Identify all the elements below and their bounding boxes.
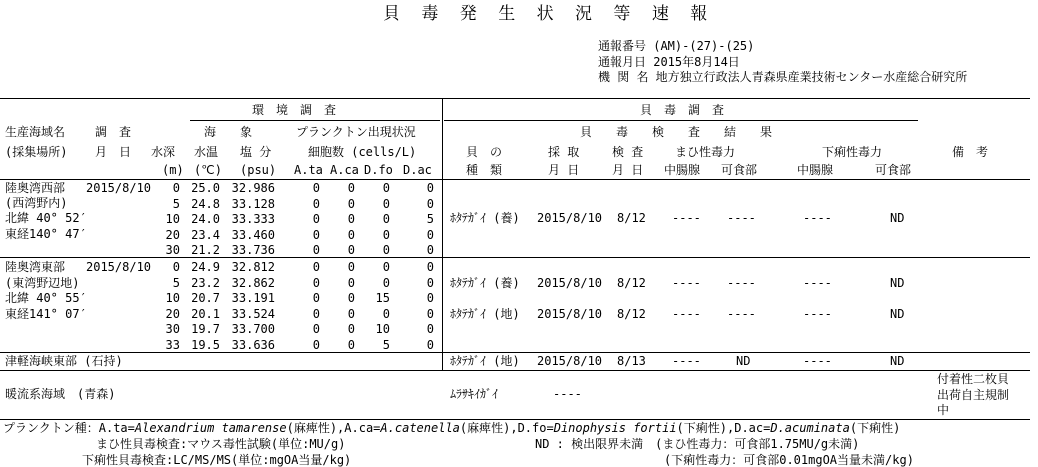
col-sampling-date: 月 日 bbox=[548, 163, 580, 177]
station1-salinity-cell: 33.460 bbox=[231, 227, 275, 242]
station2-dac-cell: 0 bbox=[426, 260, 434, 274]
station2-shell-b: ﾎﾀﾃｶﾞｲ (地) bbox=[450, 307, 520, 321]
agency-name: 機 関 名 地方独立行政法人青森県産業技術センター水産総合研究所 bbox=[598, 70, 968, 84]
rule-shell bbox=[444, 120, 918, 121]
station2-aca-cell: 0 bbox=[347, 291, 355, 306]
station1-lat: 北緯 40° 52′ bbox=[5, 211, 87, 225]
station1-dac-cell: 0 bbox=[426, 181, 434, 195]
page-title: 貝 毒 発 生 状 況 等 速 報 bbox=[383, 4, 716, 24]
station1-temp-cell: 23.4 bbox=[191, 227, 220, 242]
station3-test-date: 8/13 bbox=[617, 354, 646, 368]
station1-name-sub: (西湾野内) bbox=[5, 196, 68, 210]
station1-depth-cell: 20 bbox=[165, 227, 180, 242]
station1-dfo-cell: 0 bbox=[382, 181, 390, 195]
col-sp-dfo: D.fo bbox=[364, 163, 393, 177]
station2-ata-cell: 0 bbox=[312, 306, 320, 321]
col-depth: 水深 bbox=[151, 145, 176, 159]
station2-dfo-cell: 0 bbox=[382, 306, 390, 321]
station2-name-sub: (東湾野辺地) bbox=[5, 276, 80, 290]
station2-aca-cell: 0 bbox=[347, 338, 355, 352]
station3-name: 津軽海峡東部 (石持) bbox=[5, 354, 123, 368]
station2-temp-cell: 19.5 bbox=[191, 338, 220, 352]
station2-dfo-cell: 10 bbox=[375, 322, 390, 337]
station1-dsp-edible: ND bbox=[890, 211, 905, 225]
station2-salinity-cell: 33.636 bbox=[231, 338, 275, 352]
station1-salinity-cell: 32.986 bbox=[231, 181, 275, 195]
col-sp-ata: A.ta bbox=[294, 163, 323, 177]
station2-dsp-midgut-b: ---- bbox=[803, 307, 832, 321]
station4-remark-2: 出荷自主規制 bbox=[937, 388, 1010, 402]
col-water-temp: 水温 bbox=[194, 145, 219, 159]
station2-dac-cell: 0 bbox=[426, 275, 434, 290]
station1-test-date: 8/12 bbox=[617, 211, 646, 225]
footer-psp-method: まひ性貝毒検査:マウス毒性試験(単位:MU/g) bbox=[96, 437, 346, 451]
col-dsp: 下痢性毒力 bbox=[822, 145, 883, 159]
station2-shell-a: ﾎﾀﾃｶﾞｲ (養) bbox=[450, 276, 520, 290]
station1-dac-cell: 0 bbox=[426, 243, 434, 258]
col-phenomena: 海 象 bbox=[204, 125, 253, 139]
station1-temp-cell: 21.2 bbox=[191, 243, 220, 258]
station2-dsp-midgut-a: ---- bbox=[803, 276, 832, 290]
env-survey-header: 環 境 調 査 bbox=[252, 103, 337, 117]
station2-lat: 北緯 40° 55′ bbox=[5, 291, 87, 305]
col-sal-unit: (psu) bbox=[240, 163, 277, 177]
station3-dsp-edible: ND bbox=[890, 354, 905, 368]
col-shell-type: 種 類 bbox=[466, 163, 503, 177]
station1-ata-cell: 0 bbox=[312, 243, 320, 258]
station2-depth-cell: 30 bbox=[165, 322, 180, 337]
station2-ata-cell: 0 bbox=[312, 338, 320, 352]
station2-lon: 東経141° 07′ bbox=[5, 307, 87, 321]
station2-psp-midgut-b: ---- bbox=[672, 307, 701, 321]
station2-ata-cell: 0 bbox=[312, 291, 320, 306]
station1-ata-cell: 0 bbox=[312, 196, 320, 211]
footer-nd-note: ND : 検出限界未満 (まひ性毒力：可食部1.75MU/g未満) bbox=[535, 437, 860, 451]
station1-aca-cell: 0 bbox=[347, 196, 355, 211]
station1-psp-midgut: ---- bbox=[672, 211, 701, 225]
col-dsp-edible: 可食部 bbox=[875, 163, 912, 177]
station1-temp-cell: 25.0 bbox=[191, 181, 220, 195]
station2-dfo-cell: 15 bbox=[375, 291, 390, 306]
station2-name: 陸奥湾東部 bbox=[5, 260, 66, 274]
station1-dac-cell: 5 bbox=[426, 212, 434, 227]
col-survey-date: 月 日 bbox=[95, 145, 132, 159]
station2-aca-cell: 0 bbox=[347, 322, 355, 337]
footer-dsp-method: 下痢性貝毒検査:LC/MS/MS(単位:mgOA当量/kg) bbox=[82, 453, 352, 467]
station2-depth-cell: 33 bbox=[165, 338, 180, 352]
station2-temp-cell: 23.2 bbox=[191, 275, 220, 290]
col-remarks: 備 考 bbox=[952, 145, 989, 159]
station1-depth-cell: 5 bbox=[172, 196, 180, 211]
col-cells: 細胞数 (cells/L) bbox=[308, 145, 417, 159]
station2-psp-edible-a: ---- bbox=[727, 276, 756, 290]
rule-env bbox=[190, 120, 440, 121]
col-dsp-midgut: 中腸腺 bbox=[797, 163, 834, 177]
col-temp-unit: (℃) bbox=[194, 163, 222, 177]
shellfish-survey-header: 貝 毒 調 査 bbox=[640, 103, 725, 117]
station2-dac-cell: 0 bbox=[426, 291, 434, 306]
station1-salinity-cell: 33.128 bbox=[231, 196, 275, 211]
station1-dfo-cell: 0 bbox=[382, 243, 390, 258]
station1-dfo-cell: 0 bbox=[382, 227, 390, 242]
station2-date: 2015/8/10 bbox=[86, 260, 152, 274]
station2-temp-cell: 24.9 bbox=[191, 260, 220, 274]
station4-sample-date: ---- bbox=[553, 387, 582, 401]
station2-depth-cell: 0 bbox=[172, 260, 180, 274]
station3-sample-date: 2015/8/10 bbox=[537, 354, 603, 368]
station2-aca-cell: 0 bbox=[347, 306, 355, 321]
station4-name: 暖流系海域 (青森) bbox=[5, 387, 116, 401]
station2-dsp-edible-b: ND bbox=[890, 307, 905, 321]
station1-ata-cell: 0 bbox=[312, 212, 320, 227]
rule-top bbox=[0, 98, 1030, 99]
station1-dfo-cell: 0 bbox=[382, 212, 390, 227]
station1-depth-cell: 30 bbox=[165, 243, 180, 258]
col-depth-unit: (m) bbox=[162, 163, 184, 177]
col-salinity: 塩 分 bbox=[240, 145, 272, 159]
station2-aca-cell: 0 bbox=[347, 260, 355, 274]
col-testing: 検 査 bbox=[612, 145, 644, 159]
col-sampling: 採 取 bbox=[548, 145, 580, 159]
station2-sample-date-b: 2015/8/10 bbox=[537, 307, 603, 321]
station2-temp-cell: 19.7 bbox=[191, 322, 220, 337]
rule-header-bottom bbox=[0, 179, 1030, 180]
station2-dsp-edible-a: ND bbox=[890, 276, 905, 290]
station2-salinity-cell: 33.524 bbox=[231, 306, 275, 321]
station2-dfo-cell: 0 bbox=[382, 275, 390, 290]
station2-depth-cell: 20 bbox=[165, 306, 180, 321]
station2-ata-cell: 0 bbox=[312, 275, 320, 290]
col-area: 生産海域名 bbox=[5, 125, 66, 139]
station1-aca-cell: 0 bbox=[347, 212, 355, 227]
station4-remark-3: 中 bbox=[937, 403, 950, 417]
station2-salinity-cell: 33.191 bbox=[231, 291, 275, 306]
station1-dsp-midgut: ---- bbox=[803, 211, 832, 225]
station1-sample-date: 2015/8/10 bbox=[537, 211, 603, 225]
station1-dac-cell: 0 bbox=[426, 196, 434, 211]
footer-plankton-species: プランクトン種：A.ta=Alexandrium tamarense(麻痺性),A.ca=A.catenella(麻痺性),D.fo=Dinophysis fortii(下痢性),D.ac=D.acuminata(下痢性) bbox=[3, 421, 901, 435]
col-shell: 貝 の bbox=[466, 145, 503, 159]
station2-temp-cell: 20.7 bbox=[191, 291, 220, 306]
station1-ata-cell: 0 bbox=[312, 181, 320, 195]
station1-salinity-cell: 33.736 bbox=[231, 243, 275, 258]
col-psp: まひ性毒力 bbox=[675, 145, 736, 159]
station1-name: 陸奥湾西部 bbox=[5, 181, 66, 195]
station2-ata-cell: 0 bbox=[312, 260, 320, 274]
station2-test-date-b: 8/12 bbox=[617, 307, 646, 321]
station2-salinity-cell: 32.862 bbox=[231, 275, 275, 290]
station3-psp-edible: ND bbox=[736, 354, 751, 368]
col-psp-edible: 可食部 bbox=[721, 163, 758, 177]
station1-aca-cell: 0 bbox=[347, 227, 355, 242]
station2-test-date-a: 8/12 bbox=[617, 276, 646, 290]
station1-psp-edible: ---- bbox=[727, 211, 756, 225]
footer-dsp-note: (下痢性毒力：可食部0.01mgOA当量未満/kg) bbox=[664, 453, 914, 467]
station3-psp-midgut: ---- bbox=[672, 354, 701, 368]
station1-lon: 東経140° 47′ bbox=[5, 227, 87, 241]
station2-dac-cell: 0 bbox=[426, 322, 434, 337]
rule-st4 bbox=[0, 419, 1030, 420]
station1-dfo-cell: 0 bbox=[382, 196, 390, 211]
station1-ata-cell: 0 bbox=[312, 227, 320, 242]
station2-dac-cell: 0 bbox=[426, 338, 434, 352]
col-sp-dac: D.ac bbox=[403, 163, 432, 177]
station2-dfo-cell: 5 bbox=[382, 338, 390, 352]
station1-depth-cell: 10 bbox=[165, 212, 180, 227]
station1-shell: ﾎﾀﾃｶﾞｲ (養) bbox=[450, 211, 520, 225]
station2-sample-date-a: 2015/8/10 bbox=[537, 276, 603, 290]
report-date: 通報月日 2015年8月14日 bbox=[598, 55, 740, 69]
station2-aca-cell: 0 bbox=[347, 275, 355, 290]
station2-depth-cell: 5 bbox=[172, 275, 180, 290]
station2-psp-edible-b: ---- bbox=[727, 307, 756, 321]
station1-temp-cell: 24.8 bbox=[191, 196, 220, 211]
rule-st2 bbox=[0, 352, 1030, 353]
station1-aca-cell: 0 bbox=[347, 181, 355, 195]
station2-salinity-cell: 32.812 bbox=[231, 260, 275, 274]
station2-dfo-cell: 0 bbox=[382, 260, 390, 274]
vline-divider bbox=[442, 98, 443, 370]
station1-depth-cell: 0 bbox=[172, 181, 180, 195]
station2-ata-cell: 0 bbox=[312, 322, 320, 337]
rule-st3 bbox=[0, 370, 1030, 371]
station1-date: 2015/8/10 bbox=[86, 181, 152, 195]
station4-shell: ﾑﾗｻｷｲｶﾞｲ bbox=[450, 387, 499, 401]
station1-dac-cell: 0 bbox=[426, 227, 434, 242]
col-testing-date: 月 日 bbox=[612, 163, 644, 177]
col-plankton: プランクトン出現状況 bbox=[296, 125, 416, 139]
station2-depth-cell: 10 bbox=[165, 291, 180, 306]
col-area-sub: (採集場所) bbox=[5, 145, 68, 159]
col-survey: 調 査 bbox=[95, 125, 132, 139]
station2-dac-cell: 0 bbox=[426, 306, 434, 321]
station2-salinity-cell: 33.700 bbox=[231, 322, 275, 337]
col-test-results: 貝 毒 検 査 結 果 bbox=[580, 125, 773, 139]
station2-temp-cell: 20.1 bbox=[191, 306, 220, 321]
station3-shell: ﾎﾀﾃｶﾞｲ (地) bbox=[450, 354, 520, 368]
station2-psp-midgut-a: ---- bbox=[672, 276, 701, 290]
station1-aca-cell: 0 bbox=[347, 243, 355, 258]
station1-salinity-cell: 33.333 bbox=[231, 212, 275, 227]
report-number: 通報番号 (AM)-(27)-(25) bbox=[598, 39, 755, 53]
col-sp-aca: A.ca bbox=[330, 163, 359, 177]
station4-remark-1: 付着性二枚貝 bbox=[937, 372, 1010, 386]
station1-temp-cell: 24.0 bbox=[191, 212, 220, 227]
col-psp-midgut: 中腸腺 bbox=[664, 163, 701, 177]
station3-dsp-midgut: ---- bbox=[803, 354, 832, 368]
